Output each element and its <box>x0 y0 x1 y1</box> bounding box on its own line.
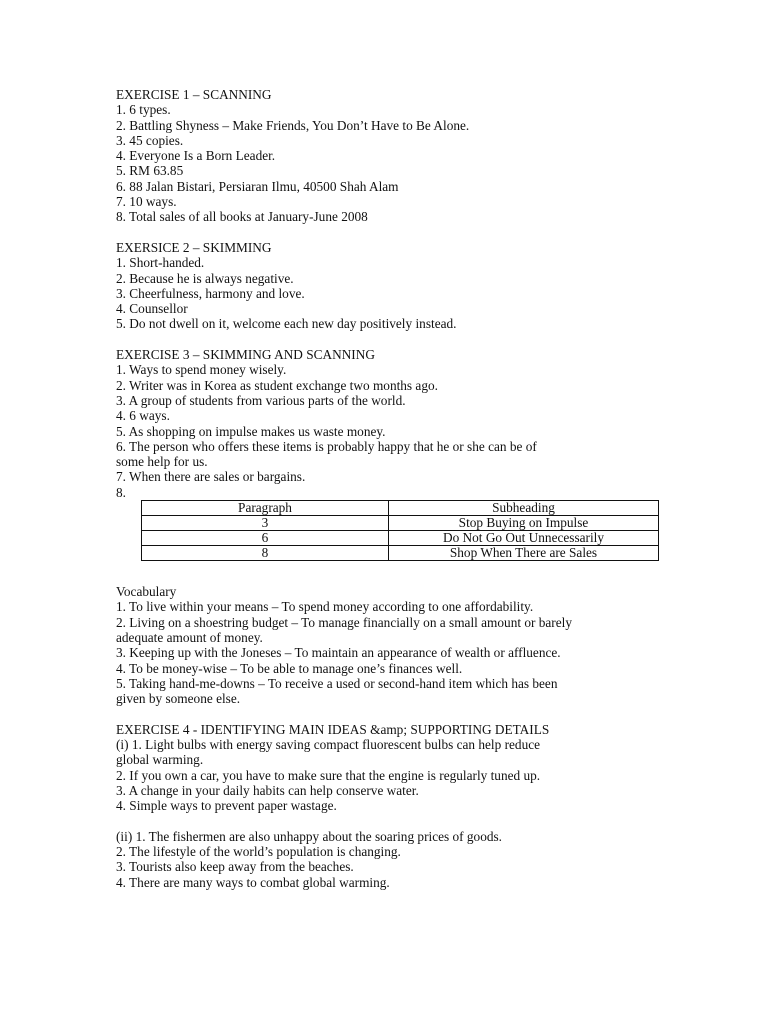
exercise-3-answer: 6. The person who offers these items is probably happy that he or she can be of <box>116 438 537 454</box>
table-cell: 6 <box>142 531 389 546</box>
table-row <box>142 546 659 561</box>
vocabulary-section <box>116 584 636 706</box>
exercise-4-answer: 4. Simple ways to prevent paper wastage. <box>116 798 337 814</box>
exercise-1-answer: 1. 6 types. <box>116 102 171 118</box>
exercise-1-answer: 3. 45 copies. <box>116 132 184 148</box>
vocabulary-entry: 2. Living on a shoestring budget – To manage financially on a small amount or barely <box>116 614 572 630</box>
table-cell: 3 <box>142 516 389 531</box>
exercise-3-answer: 2. Writer was in Korea as student exchange two months ago. <box>116 377 438 393</box>
exercise-1-answer: 6. 88 Jalan Bistari, Persiaran Ilmu, 40500 Shah Alam <box>116 178 399 194</box>
table-cell: Do Not Go Out Unnecessarily <box>389 531 659 546</box>
vocabulary-title: Vocabulary <box>116 584 177 600</box>
exercise-4-answer: 3. A change in your daily habits can help conserve water. <box>116 782 419 798</box>
vocabulary-entry: adequate amount of money. <box>116 629 263 645</box>
exercise-3-section <box>116 347 636 561</box>
exercise-2-answer: 1. Short-handed. <box>116 255 205 271</box>
table-cell: Shop When There are Sales <box>389 546 659 561</box>
section-spacer <box>116 813 636 828</box>
exercise-4-section <box>116 722 636 890</box>
exercise-1-answer: 8. Total sales of all books at January-June 2008 <box>116 209 368 225</box>
exercise-4-answer: (ii) 1. The fishermen are also unhappy about the soaring prices of goods. <box>116 828 502 844</box>
table-row <box>142 531 659 546</box>
exercise-3-title: EXERCISE 3 – SKIMMING AND SCANNING <box>116 347 375 363</box>
exercise-1-title: EXERCISE 1 – SCANNING <box>116 87 272 102</box>
section-spacer <box>116 706 636 721</box>
exercise-4-answer: 4. There are many ways to combat global warming. <box>116 874 390 890</box>
exercise-2-answer: 4. Counsellor <box>116 301 188 317</box>
section-spacer <box>116 561 636 584</box>
vocabulary-entry: 1. To live within your means – To spend money according to one affordability. <box>116 599 534 615</box>
answer-key <box>116 87 636 890</box>
table-header-cell: Subheading <box>389 501 659 516</box>
exercise-3-answer: 5. As shopping on impulse makes us waste money. <box>116 423 386 439</box>
exercise-4-answer: (i) 1. Light bulbs with energy saving compact fluorescent bulbs can help reduce <box>116 736 541 752</box>
vocabulary-entry: 4. To be money-wise – To be able to manage one’s finances well. <box>116 660 463 676</box>
exercise-1-answer: 5. RM 63.85 <box>116 163 184 179</box>
table-header-row <box>142 501 659 516</box>
exercise-3-answer: some help for us. <box>116 454 208 470</box>
exercise-2-answer: 2. Because he is always negative. <box>116 270 294 286</box>
exercise-3-answer: 1. Ways to spend money wisely. <box>116 362 287 378</box>
exercise-3-answer: 3. A group of students from various parts of the world. <box>116 392 406 408</box>
table-cell: 8 <box>142 546 389 561</box>
table-header-cell: Paragraph <box>142 501 389 516</box>
exercise-1-section <box>116 87 636 225</box>
table-cell: Stop Buying on Impulse <box>389 516 659 531</box>
exercise-3-answer: 8. <box>116 484 126 500</box>
exercise-1-answer: 4. Everyone Is a Born Leader. <box>116 148 276 164</box>
exercise-2-title: EXERSICE 2 – SKIMMING <box>116 239 272 255</box>
exercise-4-answer: global warming. <box>116 752 204 768</box>
exercise-2-answer: 5. Do not dwell on it, welcome each new day positively instead. <box>116 316 457 332</box>
exercise-4-answer: 2. If you own a car, you have to make sure that the engine is regularly tuned up. <box>116 767 541 783</box>
subheading-table <box>141 500 659 561</box>
exercise-3-answer: 7. When there are sales or bargains. <box>116 469 306 485</box>
section-spacer <box>116 225 636 240</box>
exercise-3-answer: 4. 6 ways. <box>116 408 170 424</box>
exercise-2-section <box>116 240 636 332</box>
exercise-4-title: EXERCISE 4 - IDENTIFYING MAIN IDEAS &amp; SUPPORTING DETAILS <box>116 721 550 737</box>
exercise-4-answer: 2. The lifestyle of the world’s population is changing. <box>116 844 401 860</box>
exercise-2-answer: 3. Cheerfulness, harmony and love. <box>116 285 305 301</box>
vocabulary-entry: given by someone else. <box>116 691 241 707</box>
vocabulary-entry: 5. Taking hand-me-downs – To receive a used or second-hand item which has been <box>116 675 558 691</box>
vocabulary-entry: 3. Keeping up with the Joneses – To maintain an appearance of wealth or affluence. <box>116 645 561 661</box>
section-spacer <box>116 332 636 347</box>
exercise-1-answer: 7. 10 ways. <box>116 194 177 210</box>
exercise-1-answer: 2. Battling Shyness – Make Friends, You Don’t Have to Be Alone. <box>116 117 470 133</box>
table-row <box>142 516 659 531</box>
exercise-4-answer: 3. Tourists also keep away from the beaches. <box>116 859 354 875</box>
